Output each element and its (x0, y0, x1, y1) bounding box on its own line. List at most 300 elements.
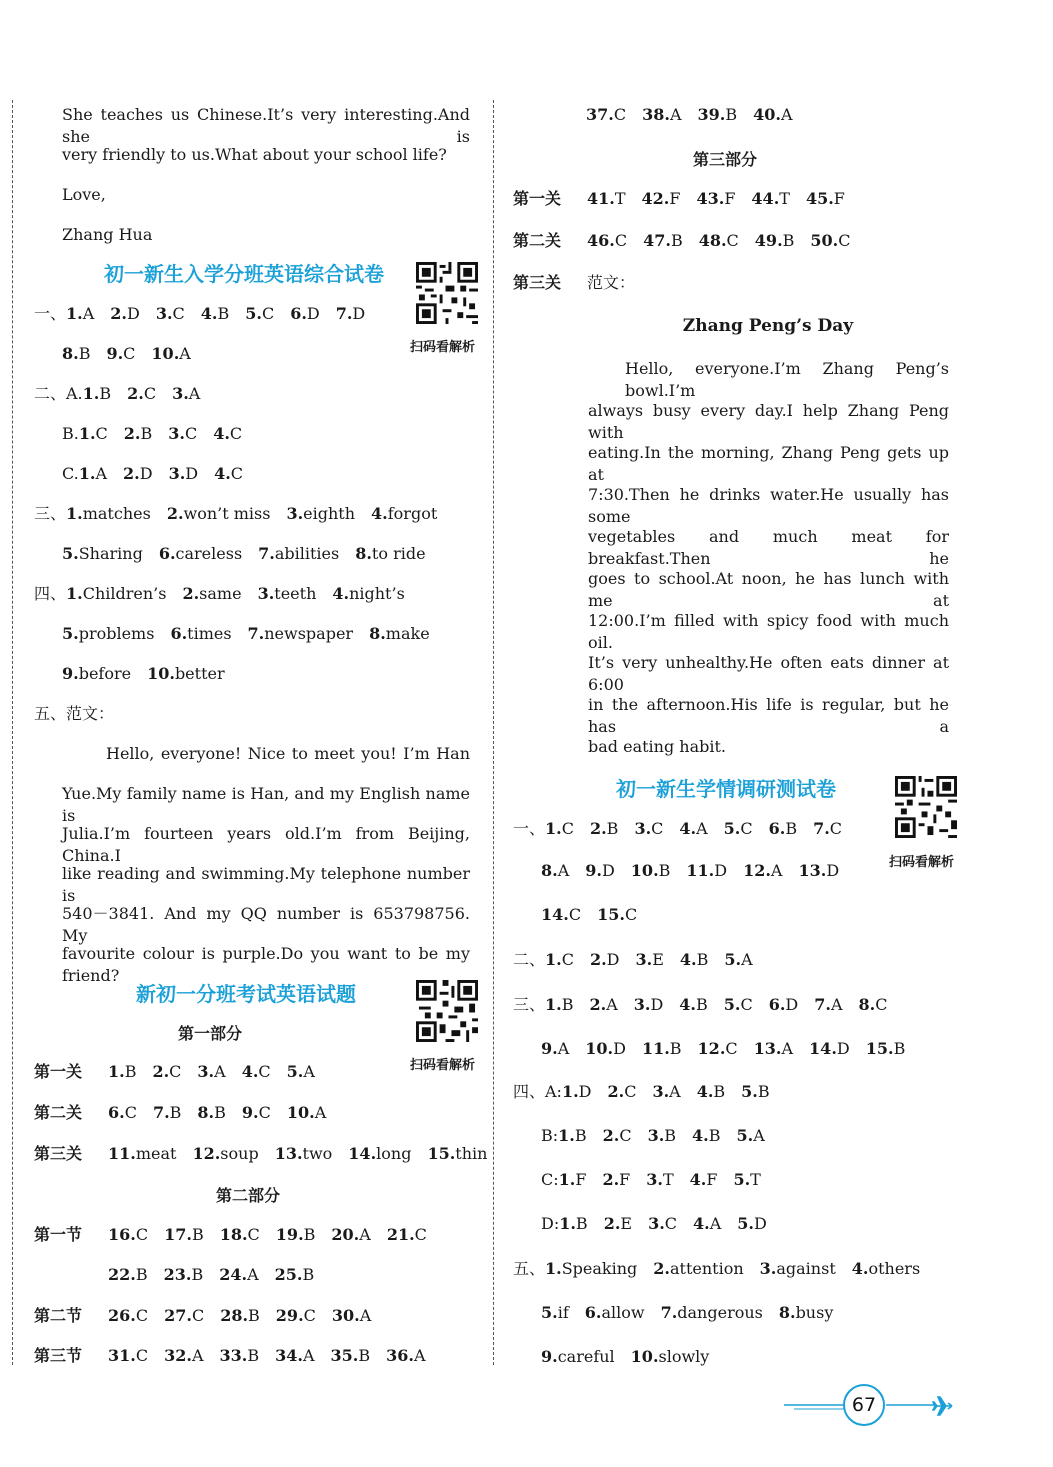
question-number: 1. (66, 504, 83, 523)
answer-item (737, 1125, 765, 1147)
answer-value: same (199, 584, 242, 603)
answer-row (586, 104, 809, 126)
answer-value: matches (82, 504, 151, 523)
answer-item (164, 1345, 203, 1367)
question-number: 2. (110, 304, 127, 323)
question-number: 2. (589, 950, 607, 969)
qr-code-icon[interactable] (895, 776, 957, 838)
answer-value: against (776, 1259, 836, 1278)
question-number: 15. (597, 905, 625, 924)
answer-item (62, 663, 131, 685)
answer-item (699, 230, 739, 252)
answer-item (603, 1125, 632, 1147)
essay-label: 范文： (587, 273, 636, 292)
answer-value: B (191, 1225, 204, 1244)
answer-value: B (658, 861, 671, 880)
answer-value: C (829, 819, 843, 838)
level-label: 第一节 (34, 1225, 83, 1244)
answer-value: abilities (274, 544, 340, 563)
answer-value: A (696, 819, 708, 838)
answer-item (541, 1346, 615, 1368)
question-number: 1. (82, 384, 100, 403)
answer-item (545, 949, 574, 971)
answer-value: B (358, 1346, 371, 1365)
question-number: 31. (108, 1346, 136, 1365)
question-number: 10. (585, 1039, 614, 1058)
answer-item (66, 303, 94, 325)
question-number: 3. (168, 464, 186, 483)
question-number: 16. (108, 1225, 136, 1244)
qr-label: 扫码看解析 (889, 855, 955, 870)
answer-item (290, 303, 320, 325)
question-number: 5. (286, 1062, 304, 1081)
answer-value: C (95, 424, 108, 443)
answer-item (642, 1038, 682, 1060)
answer-item (220, 1224, 260, 1246)
answer-value: C (169, 1062, 182, 1081)
answer-value: teeth (274, 584, 317, 603)
answer-item (636, 949, 664, 971)
answer-value: C (613, 105, 627, 124)
answer-value: F (724, 189, 736, 208)
question-number: 9. (541, 1039, 558, 1058)
answer-value: B (713, 1082, 726, 1101)
question-number: 44. (751, 189, 780, 208)
answer-row (34, 1061, 331, 1083)
answer-item (331, 1345, 371, 1367)
section-title: 初一新生学情调研测试卷 (616, 777, 836, 801)
question-number: 4. (679, 995, 696, 1014)
answer-item (156, 303, 185, 325)
question-number: 45. (805, 189, 834, 208)
question-number: 50. (810, 231, 839, 250)
answer-item (562, 1081, 592, 1103)
answer-item (590, 949, 620, 971)
answer-item (693, 1213, 721, 1235)
question-group-label: 二、A. (34, 384, 83, 403)
question-number: 8. (778, 1303, 796, 1322)
answer-value: B (214, 1103, 226, 1122)
question-group-label: 五、 (513, 1259, 546, 1278)
answer-value: C (123, 344, 136, 363)
answer-item (814, 994, 842, 1016)
answer-item (371, 503, 437, 525)
answer-value: C (740, 995, 753, 1014)
question-number: 3. (257, 584, 275, 603)
essay-line: in the afternoon.His life is regular, but he has a (588, 695, 949, 736)
answer-item (866, 1038, 906, 1060)
answer-value: careless (175, 544, 243, 563)
question-number: 1. (108, 1062, 125, 1081)
question-number: 1. (545, 1259, 562, 1278)
essay-line: 12:00.I’m filled with spicy food with much oil. (588, 611, 949, 652)
answer-item (696, 188, 735, 210)
question-number: 3. (759, 1259, 777, 1278)
answer-item (153, 1102, 181, 1124)
question-number: 23. (163, 1265, 192, 1284)
answer-item (427, 1143, 487, 1165)
answer-value: A (753, 1126, 765, 1145)
answer-row (34, 1143, 503, 1165)
question-number: 7. (660, 1303, 678, 1322)
letter-line: Love, (62, 185, 106, 204)
answer-value: careful (557, 1347, 615, 1366)
answer-value: D (601, 861, 615, 880)
level-label: 第二关 (34, 1103, 83, 1122)
question-number: 6. (768, 819, 786, 838)
answer-item (631, 860, 671, 882)
answer-item (686, 860, 727, 882)
answer-row (34, 1345, 442, 1367)
answer-row (62, 623, 446, 645)
answer-item (733, 1169, 760, 1191)
question-number: 4. (689, 1170, 707, 1189)
question-group-label: B: (541, 1126, 559, 1145)
answer-item (634, 994, 664, 1016)
answer-value: A (95, 464, 108, 483)
answer-item (348, 1143, 411, 1165)
question-number: 40. (753, 105, 781, 124)
answer-item (541, 904, 581, 926)
answer-value: B (606, 819, 619, 838)
answer-item (653, 1258, 743, 1280)
answer-item (332, 583, 404, 605)
answer-value: A (709, 1214, 722, 1233)
answer-value: D (826, 861, 840, 880)
question-number: 11. (686, 861, 715, 880)
question-number: 8. (369, 624, 386, 643)
answer-item (197, 1061, 225, 1083)
question-number: 3. (634, 819, 652, 838)
answer-value: D (578, 1082, 592, 1101)
answer-item (760, 1258, 836, 1280)
question-number: 19. (275, 1225, 304, 1244)
answer-item (201, 303, 229, 325)
question-number: 7. (335, 304, 353, 323)
question-number: 6. (584, 1303, 602, 1322)
answer-value: E (620, 1214, 633, 1233)
answer-value: F (669, 189, 681, 208)
answer-value: A (669, 1082, 681, 1101)
question-number: 14. (541, 905, 569, 924)
answer-value: forgot (387, 504, 438, 523)
answer-value: D (714, 861, 728, 880)
question-number: 20. (331, 1225, 360, 1244)
answer-item (545, 1258, 637, 1280)
answer-value: allow (601, 1303, 645, 1322)
answer-item (541, 1038, 569, 1060)
answer-item (634, 818, 663, 840)
question-number: 5. (724, 950, 742, 969)
question-number: 2. (607, 1082, 625, 1101)
answer-item (724, 994, 753, 1016)
question-number: 6. (158, 544, 176, 563)
answer-item (590, 818, 618, 840)
question-number: 3. (633, 995, 651, 1014)
answer-row (513, 1081, 786, 1103)
answer-value: C (135, 1346, 149, 1365)
answer-value: thin (455, 1144, 488, 1163)
question-number: 2. (152, 1062, 170, 1081)
question-number: 3. (646, 1170, 663, 1189)
question-number: 4. (213, 424, 230, 443)
answer-value: F (619, 1170, 631, 1189)
essay-line: always busy every day.I help Zhang Peng with (588, 401, 949, 442)
question-number: 4. (693, 1214, 710, 1233)
answer-value: B (695, 995, 708, 1014)
answer-value: B (575, 1214, 588, 1233)
answer-row (513, 818, 858, 840)
answer-item (810, 230, 850, 252)
question-number: 10. (630, 1347, 659, 1366)
answer-row (541, 904, 653, 926)
answer-row (513, 949, 769, 971)
answer-value: C (230, 464, 244, 483)
question-number: 47. (643, 231, 671, 250)
question-number: 24. (219, 1265, 248, 1284)
answer-value: T (750, 1170, 761, 1189)
question-number: 6. (768, 995, 786, 1014)
question-number: 7. (813, 819, 830, 838)
answer-item (169, 463, 199, 485)
question-number: 1. (66, 304, 83, 323)
answer-row (513, 1258, 936, 1280)
answer-value: B (99, 384, 112, 403)
answer-value: C (561, 950, 574, 969)
answer-item (66, 583, 166, 605)
question-number: 13. (274, 1144, 303, 1163)
answer-value: C (191, 1306, 205, 1325)
answer-value: C (172, 304, 185, 323)
answer-item (245, 303, 274, 325)
answer-value: E (652, 950, 664, 969)
answer-item (558, 1125, 586, 1147)
question-group-label: D: (541, 1214, 560, 1233)
answer-value: B (669, 1039, 682, 1058)
question-number: 12. (743, 861, 771, 880)
answer-row (513, 994, 903, 1016)
answer-value: A (780, 105, 793, 124)
question-group-label: C: (541, 1170, 559, 1189)
answer-row (541, 1213, 783, 1235)
answer-item (545, 994, 573, 1016)
answer-item (108, 1264, 148, 1286)
answer-value: C (664, 1214, 678, 1233)
answer-value: D (650, 995, 664, 1014)
answer-value: C (135, 1306, 149, 1325)
part-heading: 第一部分 (178, 1024, 243, 1043)
question-number: 4. (696, 1082, 714, 1101)
question-number: 32. (164, 1346, 192, 1365)
answer-value: B (893, 1039, 906, 1058)
question-number: 3. (168, 424, 185, 443)
answer-item (220, 1345, 260, 1367)
answer-row (541, 860, 855, 882)
answer-value: A (359, 1306, 372, 1325)
answer-item (755, 230, 795, 252)
answer-item (62, 543, 143, 565)
answer-item (108, 1224, 148, 1246)
essay-line: eating.In the morning, Zhang Peng gets up at (588, 443, 949, 484)
question-number: 10. (630, 861, 659, 880)
answer-item (586, 104, 626, 126)
answer-item (331, 1224, 370, 1246)
answer-item (769, 994, 799, 1016)
question-number: 5. (736, 1126, 754, 1145)
answer-value: slowly (658, 1347, 710, 1366)
answer-item (541, 1302, 569, 1324)
answer-item (164, 1305, 204, 1327)
answer-value: B (191, 1265, 204, 1284)
answer-value: busy (795, 1303, 834, 1322)
question-number: 2. (602, 1170, 620, 1189)
question-number: 9. (241, 1103, 259, 1122)
question-number: 2. (653, 1259, 670, 1278)
level-label: 第三关 (34, 1144, 83, 1163)
answer-value: C (135, 1225, 149, 1244)
answer-item (602, 1169, 630, 1191)
answer-value: A (82, 304, 95, 323)
question-number: 5. (733, 1170, 751, 1189)
question-number: 42. (641, 189, 670, 208)
question-number: 7. (814, 995, 831, 1014)
part3-essay-row (513, 272, 635, 294)
page-number: 67 (843, 1384, 885, 1426)
question-number: 2. (166, 504, 184, 523)
answer-item (108, 1305, 148, 1327)
essay-line: 540－3841. And my QQ number is 653798756. My (62, 904, 470, 945)
answer-row (62, 663, 241, 685)
question-number: 10. (147, 664, 175, 683)
answer-value: C (614, 231, 628, 250)
answer-value: B (757, 1082, 770, 1101)
question-number: 5. (723, 819, 741, 838)
question-number: 8. (197, 1103, 215, 1122)
question-group-label: 三、 (513, 995, 546, 1014)
qr-label: 扫码看解析 (410, 340, 476, 355)
answer-item (276, 1224, 316, 1246)
question-number: 33. (219, 1346, 248, 1365)
question-number: 4. (692, 1126, 709, 1145)
qr-code-icon[interactable] (416, 980, 478, 1042)
answer-item (604, 1213, 632, 1235)
answer-value: make (385, 624, 430, 643)
answer-item (589, 994, 617, 1016)
answer-value: to ride (371, 544, 426, 563)
question-number: 34. (275, 1346, 303, 1365)
question-number: 2. (603, 1214, 621, 1233)
qr-code-icon[interactable] (416, 262, 478, 324)
answer-value: B (140, 424, 153, 443)
answer-row (513, 230, 867, 252)
question-number: 2. (589, 995, 607, 1014)
section-title: 初一新生入学分班英语综合试卷 (104, 262, 384, 286)
answer-value: C (726, 231, 739, 250)
question-group-label: 一、 (513, 819, 546, 838)
answer-item (741, 1081, 769, 1103)
answer-item (108, 1102, 137, 1124)
answer-item (151, 343, 190, 365)
question-number: 4. (214, 464, 231, 483)
question-number: 9. (541, 1347, 558, 1366)
question-number: 9. (62, 664, 79, 683)
question-number: 6. (170, 624, 188, 643)
answer-value: C (261, 304, 275, 323)
question-number: 1. (561, 1082, 579, 1101)
answer-item (698, 1038, 738, 1060)
essay-line: 7:30.Then he drinks water.He usually has some (588, 485, 949, 526)
essay-line: vegetables and much meat for breakfast.Then he (588, 527, 949, 568)
answer-value: A (359, 1225, 371, 1244)
answer-item (661, 1302, 763, 1324)
question-number: 3. (648, 1214, 665, 1233)
answer-item (585, 1038, 626, 1060)
question-number: 41. (587, 189, 615, 208)
answer-row (541, 1169, 777, 1191)
answer-value: C (725, 1039, 738, 1058)
answer-item (643, 230, 683, 252)
answer-item (110, 303, 140, 325)
answer-value: F (706, 1170, 718, 1189)
answer-item (258, 543, 339, 565)
question-number: 2. (602, 1126, 620, 1145)
question-number: 9. (585, 861, 602, 880)
answer-item (698, 104, 738, 126)
question-number: 4. (851, 1259, 869, 1278)
qr-label: 扫码看解析 (410, 1058, 476, 1073)
answer-item (66, 503, 151, 525)
answer-item (541, 860, 569, 882)
answer-value: D (126, 304, 140, 323)
question-number: 29. (275, 1306, 304, 1325)
answer-value: A (557, 861, 570, 880)
answer-item (585, 1302, 645, 1324)
answer-value: night’s (349, 584, 405, 603)
letter-line: very friendly to us.What about your school life? (62, 145, 447, 164)
question-number: 13. (753, 1039, 782, 1058)
answer-item (213, 423, 242, 445)
answer-item (275, 1345, 314, 1367)
answer-value: D (606, 950, 620, 969)
question-number: 1. (66, 584, 83, 603)
essay-label: 五、范文： (34, 704, 115, 723)
answer-value: C (568, 905, 582, 924)
answer-item (336, 303, 366, 325)
answer-item (127, 383, 156, 405)
answer-row (541, 1125, 781, 1147)
question-number: 5. (723, 995, 741, 1014)
answer-value: D (139, 464, 153, 483)
answer-item (152, 1061, 181, 1083)
answer-value: B (725, 105, 738, 124)
answer-row (34, 383, 216, 405)
question-number: 38. (642, 105, 670, 124)
answer-value: D (785, 995, 799, 1014)
question-group-label: 四、 (34, 584, 67, 603)
question-number: 8. (355, 544, 372, 563)
question-number: 3. (172, 384, 189, 403)
answer-item (108, 1061, 136, 1083)
answer-value: A (191, 1346, 204, 1365)
answer-item (692, 1125, 720, 1147)
answer-item (798, 860, 839, 882)
answer-item (545, 818, 574, 840)
answer-item (79, 423, 108, 445)
answer-item (386, 1345, 425, 1367)
answer-value: F (833, 189, 845, 208)
question-number: 48. (698, 231, 727, 250)
answer-value: A (302, 1346, 315, 1365)
